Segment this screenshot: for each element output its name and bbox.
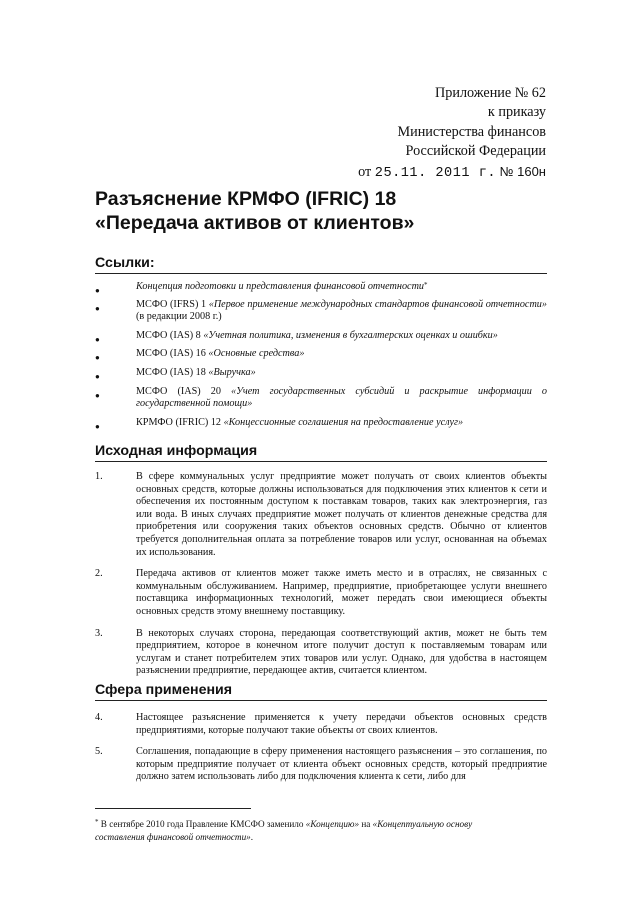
paragraph (95, 471, 547, 559)
paragraph-text: Соглашения, попадающие в сферу применения настоящего разъяснения – это соглашения, по которым предприятие получает от клиента объект основных средств, который предприятие должно затем использовать либо для подключения клиента к сети, либо для (136, 746, 547, 783)
order-number: № 160н (499, 163, 546, 179)
reference-item (95, 330, 547, 343)
reference-code: КРМФО (IFRIC) 12 (136, 416, 224, 428)
order-line (358, 162, 546, 183)
reference-title: Концепция подготовки и представления финансовой отчетности (136, 281, 425, 292)
appendix-number: Приложение № 62 (435, 85, 546, 101)
paragraph-number: 1. (95, 471, 103, 482)
reference-code: МСФО (IFRS) 1 (136, 298, 209, 310)
reference-item (95, 417, 547, 430)
footnote-italic: «Концептуальную основу составления финансовой отчетности» (95, 819, 473, 843)
paragraph-number: 4. (95, 712, 103, 723)
background-rule (95, 461, 547, 462)
reference-title: «Учет государственных субсидий и раскрытие информации о государственной помощи» (136, 385, 547, 410)
reference-title: «Основные средства» (208, 348, 305, 360)
document-title (95, 187, 555, 235)
reference-title: «Первое применение международных стандартов финансовой отчетности» (208, 298, 547, 310)
bullet-icon: ● (95, 303, 100, 313)
title-line-2: «Передача активов от клиентов» (95, 212, 415, 234)
reference-title: «Учетная политика, изменения в бухгалтерских оценках и ошибки» (203, 329, 498, 341)
footnote-rule (95, 808, 251, 809)
appendix-ministry: Министерства финансов (397, 123, 546, 140)
reference-code: МСФО (IAS) 20 (136, 385, 231, 397)
footnote-text: . (250, 832, 254, 843)
paragraph-number: 5. (95, 746, 103, 758)
paragraph-text: В сфере коммунальных услуг предприятие может получать от своих клиентов объекты основных средств, которые должны использоваться для подключения этих клиентов к сети и обеспечения их постоянным доступом к поставкам товаров, таких как электроэнергия, газ или вода. В иных случаях предприятие может получать от клиентов денежные средства для приобретения или сооружения таких объектов основных средств. Обычно от клиентов требуется дополнительная оплата за потребление товаров или услуг, основанная на объемах их использования. (136, 471, 547, 558)
footnote-marker: * (95, 818, 99, 826)
bullet-icon: ● (95, 353, 100, 363)
order-prefix: от (358, 163, 372, 180)
reference-item (95, 367, 547, 380)
bullet-icon: ● (95, 286, 100, 295)
reference-code: МСФО (IAS) 8 (136, 329, 204, 341)
reference-code: МСФО (IAS) 16 (136, 348, 209, 360)
footnote-text: В сентябре 2010 года Правление КМСФО заменило (98, 819, 306, 829)
reference-title: «Выручка» (208, 366, 256, 378)
reference-title: «Концессионные соглашения на предоставление услуг» (223, 416, 464, 428)
reference-item (95, 281, 547, 294)
paragraph (95, 628, 547, 678)
bullet-icon: ● (95, 390, 100, 400)
paragraph-text: Настоящее разъяснение применяется к учету передачи объектов основных средств предприятиями, которые получают такие объекты от своих клиентов. (136, 712, 547, 736)
scope-rule (95, 700, 547, 701)
footnote-marker: * (424, 281, 428, 289)
reference-item (95, 299, 547, 324)
references-list (95, 281, 547, 429)
bullet-icon: ● (95, 421, 100, 431)
order-date: 25.11. 2011 г. (374, 165, 497, 181)
references-heading: Ссылки: (95, 255, 155, 271)
appendix-header (358, 84, 546, 183)
paragraph-number: 3. (95, 627, 103, 639)
reference-item (95, 348, 547, 361)
paragraph-text: В некоторых случаях сторона, передающая соответствующий актив, может не быть тем предприятием, которое в конечном итоге получит доступ к поставляемым товарам или услугам и станет потребителем этих товаров или услуг. Однако, для удобства в настоящем разъяснении предприятие, передающее актив, считается клиентом. (136, 627, 547, 677)
scope-paragraphs (95, 712, 547, 784)
scope-heading: Сфера применения (95, 682, 233, 698)
footnote-text: на (359, 819, 373, 829)
bullet-icon: ● (95, 334, 100, 344)
background-heading: Исходная информация (95, 443, 258, 459)
paragraph (95, 712, 547, 737)
reference-note: (в редакции 2008 г.) (136, 311, 222, 323)
bullet-icon: ● (95, 371, 100, 381)
paragraph-text: Передача активов от клиентов может также иметь место и в отраслях, не связанных с коммунальным обслуживанием. Например, предприятие, приобретающее услуги внешнего поставщика информационных технологий, может передать свои имеющиеся объекты основных средств этому внешнему поставщику. (136, 568, 547, 617)
reference-item (95, 386, 547, 411)
appendix-order-ref: к приказу (487, 104, 546, 121)
paragraph (95, 568, 547, 618)
footnote (95, 818, 515, 845)
references-rule (95, 273, 547, 274)
paragraph (95, 746, 547, 784)
reference-code: МСФО (IAS) 18 (136, 366, 209, 378)
footnote-italic: «Концепцию» (305, 819, 360, 829)
appendix-country: Российской Федерации (405, 143, 546, 160)
background-paragraphs (95, 471, 547, 678)
title-line-1: Разъяснение КРМФО (IFRIC) 18 (95, 188, 397, 210)
paragraph-number: 2. (95, 568, 103, 580)
